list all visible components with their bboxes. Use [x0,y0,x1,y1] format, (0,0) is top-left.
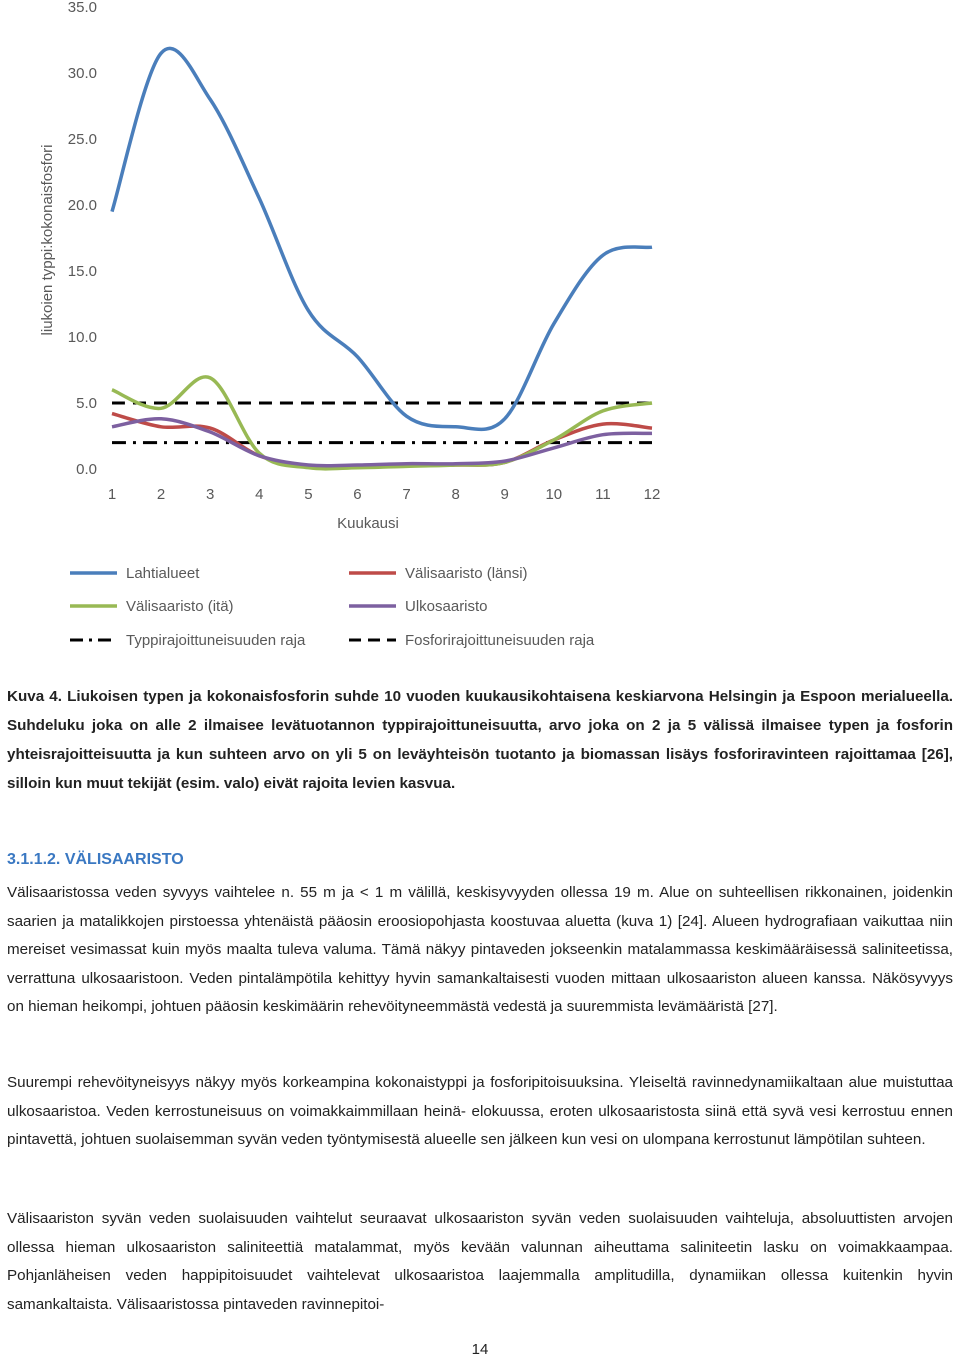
y-tick-label: 30.0 [67,65,97,82]
legend-label: Ulkosaaristo [405,598,488,615]
x-tick-label: 1 [107,486,117,503]
series-layer [112,48,652,468]
x-tick-label: 6 [353,486,362,503]
y-axis [68,0,97,478]
x-axis [108,486,661,503]
x-tick-label: 11 [595,486,611,503]
series-line [112,48,652,429]
paragraph: Suurempi rehevöityneisyys näkyy myös korkeampina kokonaistyppi ja fosforipitoisuuksina. Yleiseltä ravinnedynamiikaltaan alue muistuttaa ulkosaaristoa. Veden kerrostuneisuus on voimakkaimmillaan heinä- elokuussa, eroten ulkosaaristosta siinä että syvä vesi kerrostuu ennen pintavettä, johtuen suolaisemman syvän veden työntymisestä alueelle sen jälkeen kun vesi on ulompana kerrostunut lämpötilan suhteen. [7,1074,953,1149]
x-tick-label: 3 [206,486,215,503]
x-tick-label: 8 [451,486,460,503]
line-chart [0,0,960,660]
y-tick-label: 0.0 [76,461,97,478]
y-tick-label: 10.0 [67,329,97,346]
figure-caption: Kuva 4. Liukoisen typen ja kokonaisfosforin suhde 10 vuoden kuukausikohtaisena keskiarvona Helsingin ja Espoon merialueella. Suhdeluku joka on alle 2 ilmaisee levätuotannon typpirajoittuneisuutta, arvo joka on 2 ja 5 välissä ilmaisee typen ja fosforin yhteisrajoitteisuutta ja kun suhteen arvo on yli 5 on leväyhteisön tuotanto ja biomassan lisäys fosforiravinteen rajoittamaa [26], silloin kun muut tekijät (esim. valo) eivät rajoita levien kasvua. [7,688,953,792]
x-tick-label: 9 [500,486,509,503]
x-tick-label: 12 [643,486,661,503]
legend-label: Lahtialueet [126,565,200,582]
legend-label: Välisaaristo (itä) [126,598,234,615]
y-axis-label: liukoien typpi:kokonaisfosfori [39,144,56,336]
x-axis-label: Kuukausi [337,515,399,532]
paragraph: Välisaaristossa veden syvyys vaihtelee n. 55 m ja < 1 m välillä, keskisyvyyden ollessa 19 m. Alue on suhteellisen rikkonainen, joidenkin saarien ja matalikkojen pirstoessa yhtenäistä pääosin eroosiopohjasta koostuvaa aluetta (kuva 1) [24]. Alueen hydrografiaan vaikuttaa niin mereiset vesimassat kuin myös maalta tuleva valuma. Tämä näkyy pintaveden jokseenkin matalammassa keskimääräisessä saliniteetissa, verrattuna ulkosaaristoon. Veden pintalämpötila kehittyy hyvin samankaltaisesti vuoden mittaan ulkosaariston alueen kanssa. Näkösyvyys on hieman heikompi, johtuen pääosin keskimäärin rehevöityneemmästä vedestä ja suuremmista levämääristä [27]. [7,884,953,1016]
y-tick-label: 25.0 [67,131,97,148]
y-tick-label: 5.0 [76,395,97,412]
legend-label: Välisaaristo (länsi) [405,565,528,582]
x-tick-label: 7 [402,486,411,503]
section-heading: 3.1.1.2. VÄLISAARISTO [7,851,184,868]
paragraph: Välisaariston syvän veden suolaisuuden vaihtelut seuraavat ulkosaariston syvän veden suolaisuuden vaihteluja, absoluuttisten arvojen ollessa hieman ulkosaariston saliniteettiä matalammat, myös kevään valunnan aiheuttama saliniteetin lasku on voimakkaampaa. Pohjanläheisen veden happipitoisuudet vaihtelevat ulkosaaristoa laajemmalla amplitudilla, dynamiikan ollessa kuitenkin hyvin samankaltaista. Välisaaristossa pintaveden ravinnepitoi- [7,1210,953,1313]
x-tick-label: 2 [156,486,166,503]
series-line [112,414,652,468]
x-tick-label: 4 [255,486,264,503]
legend-label: Typpirajoittuneisuuden raja [126,632,306,649]
chart-legend [70,565,595,649]
y-tick-label: 15.0 [67,263,97,280]
page-number: 14 [471,1341,489,1358]
legend-label: Fosforirajoittuneisuuden raja [405,632,595,649]
y-tick-label: 20.0 [67,197,97,214]
x-tick-label: 10 [545,486,563,503]
x-tick-label: 5 [304,486,313,503]
y-tick-label: 35.0 [67,0,97,16]
